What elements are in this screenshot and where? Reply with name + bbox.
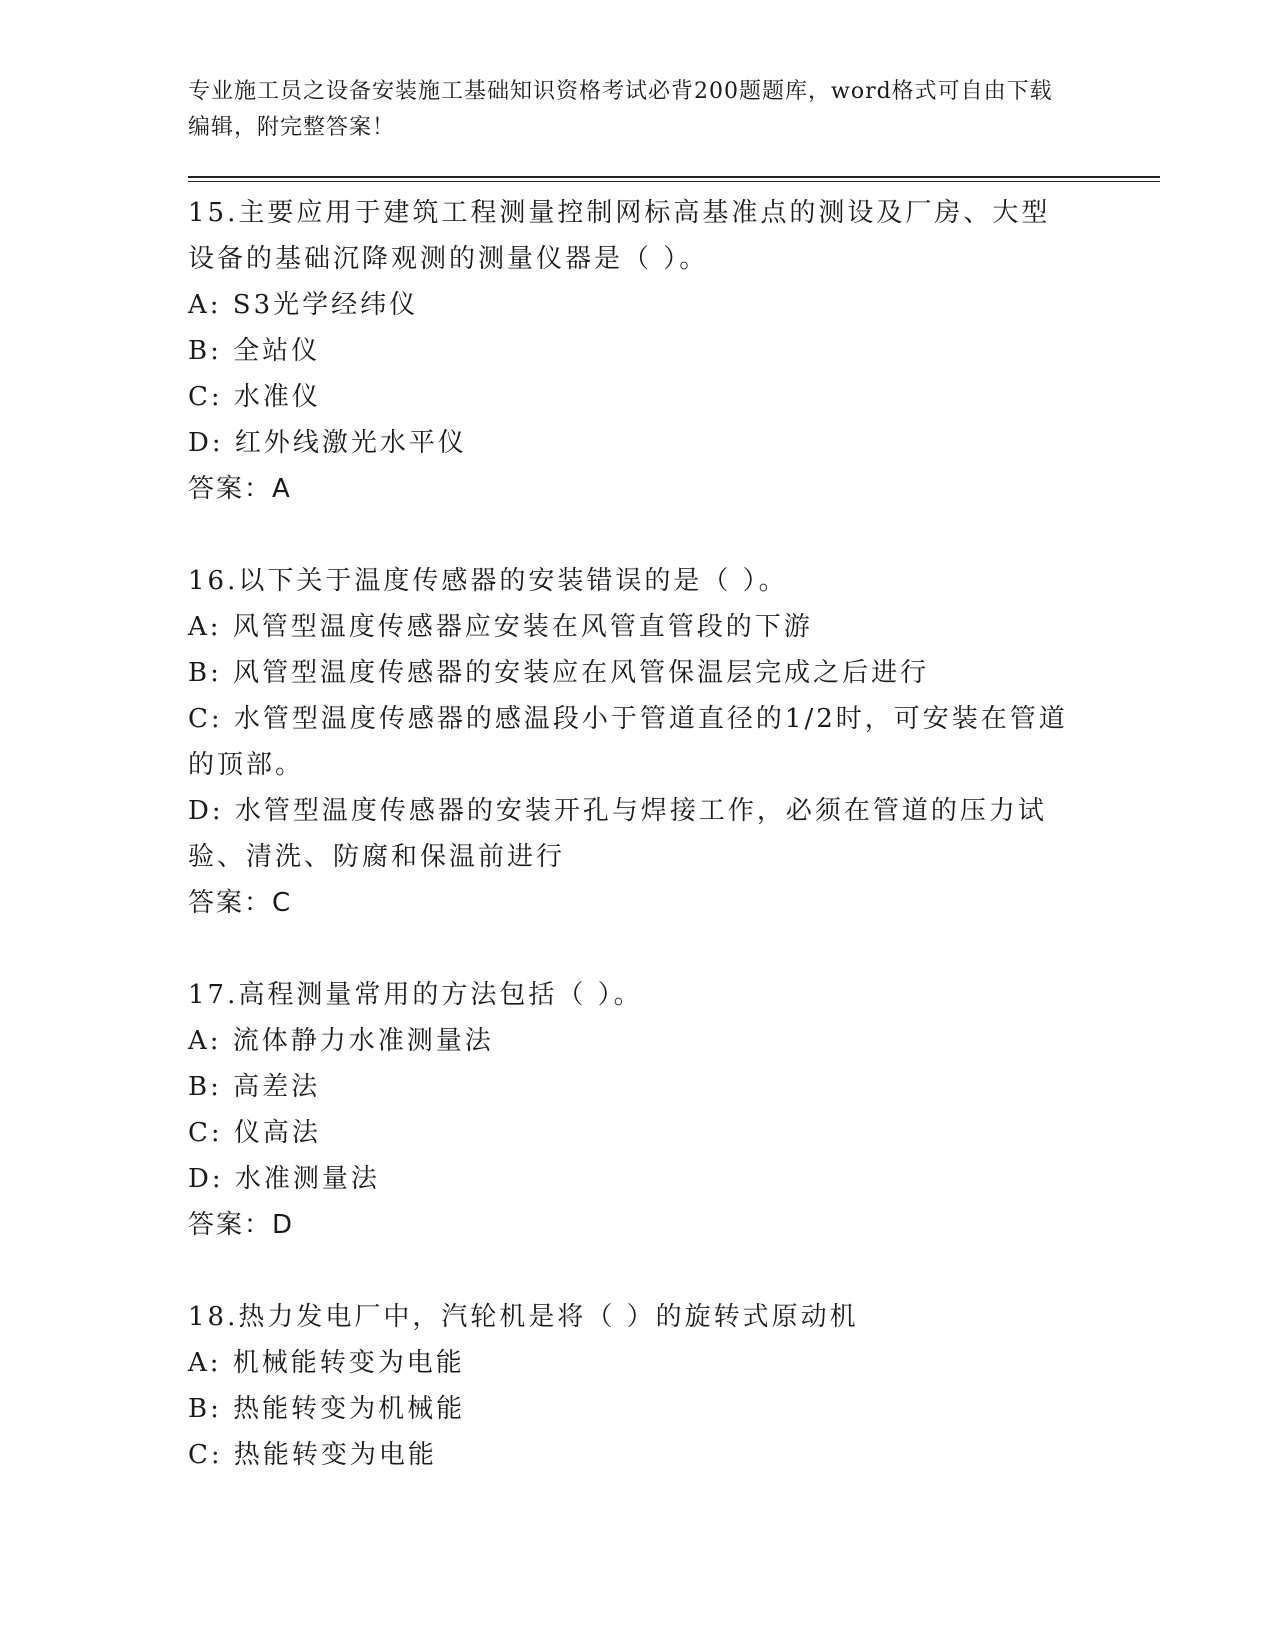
option-a: A: S3光学经纬仪 (188, 290, 419, 320)
option-a: A: 风管型温度传感器应安装在风管直管段的下游 (188, 612, 813, 642)
question-stem: 16.以下关于温度传感器的安装错误的是（ ）。 (188, 566, 788, 596)
option-d: D: 水准测量法 (188, 1164, 380, 1194)
question-16 (188, 558, 1078, 926)
spacer (188, 926, 1078, 972)
option-d: D: 水管型温度传感器的安装开孔与焊接工作，必须在管道的压力试验、清洗、防腐和保温前进行 (188, 796, 1047, 872)
option-b: B: 热能转变为机械能 (188, 1394, 466, 1424)
question-15 (188, 190, 1078, 512)
answer: 答案：C (188, 888, 293, 918)
option-a: A: 流体静力水准测量法 (188, 1026, 494, 1056)
question-stem: 17.高程测量常用的方法包括（ ）。 (188, 980, 643, 1010)
header-divider (188, 176, 1160, 182)
question-17 (188, 972, 1078, 1248)
answer: 答案：A (188, 474, 292, 504)
question-stem: 15.主要应用于建筑工程测量控制网标高基准点的测设及厂房、大型设备的基础沉降观测的测量仪器是（ ）。 (188, 198, 1051, 274)
option-c: C: 仪高法 (188, 1118, 321, 1148)
question-list (188, 190, 1078, 1478)
option-b: B: 全站仪 (188, 336, 321, 366)
option-b: B: 风管型温度传感器的安装应在风管保温层完成之后进行 (188, 658, 930, 688)
option-c: C: 热能转变为电能 (188, 1440, 437, 1470)
option-c: C: 水管型温度传感器的感温段小于管道直径的1/2时，可安装在管道的顶部。 (188, 704, 1068, 780)
option-d: D: 红外线激光水平仪 (188, 428, 467, 458)
spacer (188, 1248, 1078, 1294)
document-header: 专业施工员之设备安装施工基础知识资格考试必背200题题库，word格式可自由下载编辑，附完整答案！ (188, 79, 1053, 140)
option-a: A: 机械能转变为电能 (188, 1348, 465, 1378)
question-stem: 18.热力发电厂中，汽轮机是将（ ）的旋转式原动机 (188, 1302, 859, 1332)
option-b: B: 高差法 (188, 1072, 321, 1102)
spacer (188, 512, 1078, 558)
answer: 答案：D (188, 1210, 295, 1240)
option-c: C: 水准仪 (188, 382, 321, 412)
question-18 (188, 1294, 1078, 1478)
